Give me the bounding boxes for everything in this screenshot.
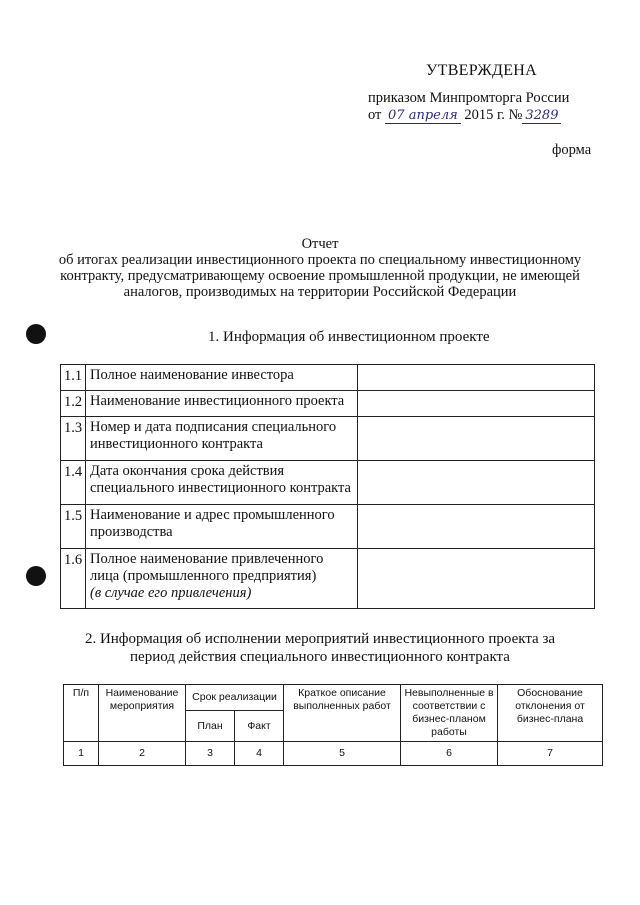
row-label: Номер и дата подписания специального инвестиционного контракта <box>86 417 358 461</box>
order-date-line <box>368 107 561 124</box>
report-subtitle-line-2: контракту, предусматривающему освоение промышленной продукции, не имеющей <box>60 268 580 284</box>
row-value-cell[interactable] <box>358 505 595 549</box>
order-reference: приказом Минпромторга России <box>368 90 570 106</box>
row-label: Дата окончания срока действия специального инвестиционного контракта <box>86 461 358 505</box>
table-header-row <box>64 685 603 711</box>
row-label: Полное наименование инвестора <box>86 365 358 391</box>
project-info-table <box>60 364 595 609</box>
table-row <box>64 742 603 766</box>
row-value-cell[interactable] <box>358 365 595 391</box>
index-cell: 7 <box>498 742 603 766</box>
order-year-label: 2015 г. № <box>464 107 523 123</box>
form-label: форма <box>552 142 592 158</box>
row-number: 1.3 <box>61 417 86 461</box>
report-title: Отчет <box>301 236 339 252</box>
table-row <box>61 417 595 461</box>
index-cell: 4 <box>235 742 284 766</box>
section-2-heading-line-2: период действия специального инвестиционного контракта <box>130 649 510 665</box>
row-number: 1.1 <box>61 365 86 391</box>
row-number: 1.4 <box>61 461 86 505</box>
report-subtitle-line-3: аналогов, производимых на территории Российской Федерации <box>123 284 517 300</box>
punch-hole-bottom <box>26 566 46 586</box>
row-number: 1.2 <box>61 391 86 417</box>
index-cell: 6 <box>401 742 498 766</box>
index-cell: 5 <box>284 742 401 766</box>
index-cell: 3 <box>186 742 235 766</box>
index-cell: 1 <box>64 742 99 766</box>
row-label: Полное наименование привлеченного лица (промышленного предприятия) <box>90 551 324 584</box>
row-value-cell[interactable] <box>358 391 595 417</box>
order-from-label: от <box>368 107 382 123</box>
approval-stamp-title: УТВЕРЖДЕНА <box>426 62 538 79</box>
row-value-cell[interactable] <box>358 417 595 461</box>
column-header-name: Наименование мероприятия <box>99 685 186 742</box>
row-label: Наименование и адрес промышленного производства <box>86 505 358 549</box>
column-header-reason: Обоснование отклонения от бизнес-плана <box>498 685 603 742</box>
column-header-num: П/п <box>64 685 99 742</box>
row-label-cell <box>86 549 358 609</box>
section-2-heading-line-1: 2. Информация об исполнении мероприятий инвестиционного проекта за <box>84 631 556 647</box>
row-note: (в случае его привлечения) <box>90 585 252 601</box>
table-row <box>61 505 595 549</box>
index-cell: 2 <box>99 742 186 766</box>
handwritten-date: 07 апреля <box>385 108 461 124</box>
table-row <box>61 549 595 609</box>
column-header-term: Срок реализации <box>186 685 284 711</box>
row-number: 1.6 <box>61 549 86 609</box>
column-header-unfulfilled: Невыполненные в соответствии с бизнес-планом работы <box>401 685 498 742</box>
section-1-heading: 1. Информация об инвестиционном проекте <box>208 329 490 345</box>
column-header-plan: План <box>186 711 235 742</box>
column-header-fact: Факт <box>235 711 284 742</box>
handwritten-order-number: 3289 <box>522 108 561 124</box>
activities-table <box>63 684 603 766</box>
table-row <box>61 391 595 417</box>
row-value-cell[interactable] <box>358 461 595 505</box>
report-subtitle-line-1: об итогах реализации инвестиционного проекта по специальному инвестиционному <box>58 252 582 268</box>
row-number: 1.5 <box>61 505 86 549</box>
punch-hole-top <box>26 324 46 344</box>
table-row <box>61 461 595 505</box>
table-row <box>61 365 595 391</box>
column-header-description: Краткое описание выполненных работ <box>284 685 401 742</box>
row-value-cell[interactable] <box>358 549 595 609</box>
row-label: Наименование инвестиционного проекта <box>86 391 358 417</box>
